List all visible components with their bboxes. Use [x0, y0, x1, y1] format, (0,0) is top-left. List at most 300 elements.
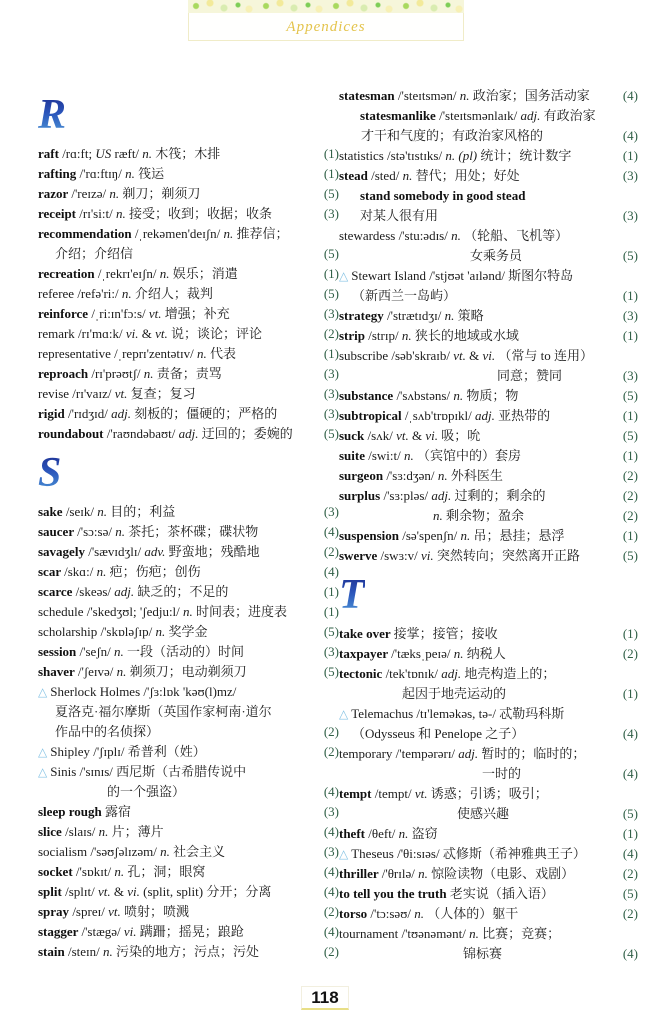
- glossary-entry-line: [339, 286, 638, 306]
- glossary-entry-line: [38, 424, 339, 444]
- glossary-entry-line: [339, 526, 638, 546]
- glossary-entry-line: [38, 542, 339, 562]
- entry-text-segment: /ˌrekəmen'deɪʃn/: [134, 226, 224, 241]
- entry-text-segment: 责备；责骂: [153, 366, 222, 381]
- entry-text-segment: /skeəs/: [75, 584, 115, 599]
- entry-text: [38, 502, 175, 522]
- unit-number: (2): [323, 904, 339, 919]
- entry-text-segment: stagger: [38, 924, 82, 939]
- entry-text-segment: /θeft/: [368, 826, 399, 841]
- entry-text: [38, 164, 164, 184]
- entry-text-segment: /ˌsʌb'trɒpɪkl/: [404, 408, 476, 423]
- entry-text-segment: 突然转向；突然离开正路: [433, 548, 580, 563]
- entry-text-segment: Stewart Island /'stjʊət 'aɪlənd/ 斯图尔特岛: [351, 268, 574, 283]
- entry-text-segment: （Odysseus 和 Penelope 之子）: [352, 726, 525, 741]
- glossary-entry-line: [38, 862, 339, 882]
- entry-text-segment: statesmanlike: [360, 108, 440, 123]
- entry-text: [339, 546, 580, 566]
- entry-text-segment: sake: [38, 504, 66, 519]
- entry-text: [339, 486, 545, 506]
- entry-text-segment: 奖学金: [165, 624, 208, 639]
- entry-text: [38, 562, 201, 582]
- entry-text-segment: 推荐信；: [233, 226, 289, 241]
- unit-number: (5): [622, 806, 638, 821]
- entry-text-segment: /'rɑ:ftɪŋ/: [79, 166, 126, 181]
- entry-text-segment: vi.: [127, 884, 140, 899]
- unit-number: (5): [622, 548, 638, 563]
- unit-number: (5): [622, 388, 638, 403]
- entry-text-segment: socket: [38, 864, 76, 879]
- entry-text-segment: 代表: [206, 346, 236, 361]
- entry-text-segment: （新西兰一岛屿）: [352, 288, 457, 303]
- entry-text-segment: rafting: [38, 166, 80, 181]
- entry-text-segment: n.: [196, 346, 207, 361]
- glossary-entry-line: [38, 702, 339, 722]
- unit-number: (3): [323, 366, 339, 381]
- entry-text-segment: /'sævɪdʒlɪ/: [88, 544, 145, 559]
- unit-number: (3): [323, 644, 339, 659]
- entry-text: [38, 822, 164, 842]
- entry-text-segment: vt.: [453, 348, 466, 363]
- entry-text-segment: swerve: [339, 548, 381, 563]
- entry-text: [339, 246, 522, 266]
- glossary-entry-line: [38, 662, 339, 682]
- unit-number: (2): [323, 944, 339, 959]
- entry-text-segment: Sinis /'sɪnɪs/ 西尼斯（古希腊传说中: [50, 764, 247, 779]
- entry-text-segment: 替代；用处；好处: [412, 168, 520, 183]
- unit-number: (4): [622, 846, 638, 861]
- entry-text-segment: /'sɒkɪt/: [75, 864, 115, 879]
- unit-number: (2): [323, 724, 339, 739]
- entry-text-segment: /tempt/: [374, 786, 415, 801]
- entry-text: [339, 186, 525, 206]
- entry-text-segment: substance: [339, 388, 397, 403]
- entry-text: [339, 286, 456, 306]
- glossary-entry-line: [339, 624, 638, 644]
- entry-text: [38, 522, 258, 542]
- entry-text: [38, 204, 272, 224]
- entry-text-segment: 刻板的；僵硬的；严格的: [131, 406, 278, 421]
- entry-text-segment: n.: [459, 88, 470, 103]
- glossary-entry-line: [339, 266, 638, 286]
- glossary-entry-line: [339, 126, 638, 146]
- entry-text-segment: n. (pl): [445, 148, 478, 163]
- entry-text-segment: 野蛮地；残酷地: [165, 544, 260, 559]
- entry-text-segment: 狭长的地域或水域: [411, 328, 519, 343]
- entry-text-segment: n.: [460, 528, 471, 543]
- glossary-entry-line: [339, 724, 638, 744]
- entry-text-segment: statistics /stə'tɪstɪks/: [339, 148, 446, 163]
- glossary-entry-line: [38, 642, 339, 662]
- entry-text-segment: remark /rɪ'mɑ:k/: [38, 326, 126, 341]
- entry-text-segment: n.: [223, 226, 234, 241]
- entry-text: [339, 724, 524, 744]
- entry-text-segment: n.: [398, 826, 409, 841]
- entry-text: [38, 144, 220, 164]
- entry-text: [339, 266, 573, 286]
- entry-text-segment: sleep rough: [38, 804, 105, 819]
- glossary-entry-line: [38, 184, 339, 204]
- header-title-box: [188, 13, 464, 41]
- glossary-entry-line: [339, 166, 638, 186]
- entry-text: [38, 862, 205, 882]
- entry-text-segment: surgeon: [339, 468, 387, 483]
- entry-text-segment: stewardess /'stu:ədɪs/: [339, 228, 452, 243]
- unit-number: (4): [622, 766, 638, 781]
- entry-text-segment: /rɑ:ft;: [62, 146, 96, 161]
- entry-text-segment: n.: [143, 366, 154, 381]
- entry-text-segment: /swi:t/: [368, 448, 405, 463]
- unit-number: (1): [323, 604, 339, 619]
- entry-text-segment: n.: [453, 646, 464, 661]
- unit-number: (3): [323, 804, 339, 819]
- entry-text-segment: /rɪ'si:t/: [79, 206, 116, 221]
- entry-text-segment: 地壳构造上的；: [461, 666, 556, 681]
- entry-text: [339, 664, 555, 684]
- entry-text-segment: n.: [98, 824, 109, 839]
- entry-text-segment: 吊；悬挂；悬浮: [470, 528, 565, 543]
- triangle-marker-icon: △: [339, 847, 352, 861]
- glossary-entry-line: [38, 164, 339, 184]
- entry-text-segment: /steɪn/: [67, 944, 104, 959]
- entry-text-segment: /rɪ'prəʊtʃ/: [91, 366, 144, 381]
- unit-number: (5): [323, 186, 339, 201]
- entry-text-segment: suite: [339, 448, 369, 463]
- entry-text-segment: /'reɪzə/: [71, 186, 110, 201]
- entry-text-segment: spray: [38, 904, 73, 919]
- unit-number: (2): [323, 326, 339, 341]
- unit-number: (1): [622, 448, 638, 463]
- entry-text-segment: vt.: [414, 786, 428, 801]
- entry-text-segment: 目的；利益: [106, 504, 176, 519]
- glossary-entry-line: [339, 804, 638, 824]
- entry-text: [38, 582, 228, 602]
- glossary-entry-line: [38, 842, 339, 862]
- entry-text-segment: temporary /'tempərərɪ/: [339, 746, 459, 761]
- entry-text-segment: /'steɪtsmənlaɪk/: [439, 108, 521, 123]
- entry-text-segment: adj.: [441, 666, 462, 681]
- unit-number: (4): [622, 128, 638, 143]
- entry-text-segment: vi.: [421, 548, 434, 563]
- entry-text-segment: tournament /'tʊənəmənt/: [339, 926, 470, 941]
- unit-number: (1): [622, 528, 638, 543]
- entry-text-segment: n.: [444, 308, 455, 323]
- unit-number: (4): [323, 824, 339, 839]
- entry-text-segment: (split, split) 分开；分离: [139, 884, 272, 899]
- entry-text-segment: scarce: [38, 584, 76, 599]
- entry-text-segment: 介绍；介绍信: [55, 246, 134, 261]
- entry-text-segment: 对某人很有用: [360, 208, 439, 223]
- unit-number: (5): [323, 664, 339, 679]
- entry-text-segment: n.: [404, 448, 414, 463]
- entry-text-segment: revise /rɪ'vaɪz/: [38, 386, 115, 401]
- entry-text-segment: /'sʌbstəns/: [396, 388, 454, 403]
- unit-number: (2): [622, 866, 638, 881]
- glossary-entry-line: [339, 744, 638, 764]
- glossary-entry-line: [339, 704, 638, 724]
- entry-text-segment: （轮船、飞机等）: [460, 228, 569, 243]
- entry-text-segment: 女乘务员: [470, 248, 523, 263]
- entry-text: [38, 364, 222, 384]
- unit-number: (3): [323, 406, 339, 421]
- entry-text-segment: schedule /'skedʒʊl; 'ʃedju:l/: [38, 604, 184, 619]
- unit-number: (1): [323, 266, 339, 281]
- unit-number: (1): [622, 328, 638, 343]
- entry-text: [38, 244, 133, 264]
- entry-text-segment: 惊险读物（电影、戏剧）: [427, 866, 575, 881]
- entry-text: [38, 424, 293, 444]
- entry-text-segment: /'sɜ:dʒən/: [386, 468, 438, 483]
- entry-text-segment: /sʌk/: [367, 428, 397, 443]
- glossary-entry-line: [38, 244, 339, 264]
- glossary-entry-line: [38, 404, 339, 424]
- entry-text-segment: 迂回的；委婉的: [198, 426, 293, 441]
- entry-text-segment: adj.: [458, 746, 479, 761]
- glossary-entry-line: [339, 426, 638, 446]
- entry-text-segment: Shipley /'ʃɪplɪ/ 希普利（姓）: [50, 744, 206, 759]
- glossary-entry-line: [38, 802, 339, 822]
- unit-number: (5): [323, 624, 339, 639]
- page-footer: [0, 986, 650, 1010]
- entry-text: [339, 884, 554, 904]
- glossary-entry-line: [38, 284, 339, 304]
- unit-number: (5): [622, 428, 638, 443]
- entry-text-segment: /'rɪdʒɪd/: [67, 406, 112, 421]
- glossary-entry-line: [38, 782, 339, 802]
- section-letter-glyph: R: [38, 92, 67, 138]
- glossary-entry-line: [339, 944, 638, 964]
- unit-number: (4): [323, 884, 339, 899]
- entry-text-segment: 接掌；接管；接收: [393, 626, 498, 641]
- entry-text-segment: torso: [339, 906, 371, 921]
- unit-number: (4): [622, 946, 638, 961]
- entry-text-segment: tempt: [339, 786, 375, 801]
- entry-text-segment: /slaɪs/: [65, 824, 99, 839]
- glossary-entry-line: [38, 502, 339, 522]
- glossary-entry-line: [339, 386, 638, 406]
- entry-text-segment: shaver: [38, 664, 78, 679]
- entry-text-segment: 筏运: [134, 166, 165, 181]
- entry-text-segment: n.: [121, 286, 132, 301]
- entry-text-segment: vt.: [396, 428, 409, 443]
- entry-text-segment: （宾馆中的）套房: [413, 448, 522, 463]
- unit-number: (1): [622, 288, 638, 303]
- entry-text: [339, 526, 565, 546]
- entry-text: [38, 304, 230, 324]
- entry-text-segment: strip: [339, 328, 369, 343]
- entry-text: [339, 744, 585, 764]
- glossary-entry-line: [339, 306, 638, 326]
- entry-text-segment: /'ʃeɪvə/: [77, 664, 117, 679]
- section-letter: [339, 566, 638, 624]
- entry-text-segment: n.: [453, 388, 464, 403]
- entry-text: [38, 224, 289, 244]
- glossary-entry-line: [339, 366, 638, 386]
- glossary-entry-line: [38, 264, 339, 284]
- entry-text-segment: n.: [418, 866, 428, 881]
- entry-text-segment: /'tæksˌpeɪə/: [391, 646, 454, 661]
- entry-text: [339, 326, 519, 346]
- glossary-entry-line: [38, 762, 339, 782]
- glossary-entry-line: [38, 224, 339, 244]
- entry-text-segment: n.: [115, 524, 125, 539]
- glossary-entry-line: [38, 324, 339, 344]
- entry-text: [38, 722, 159, 742]
- unit-number: (1): [323, 166, 339, 181]
- entry-text-segment: to tell you the truth: [339, 886, 450, 901]
- glossary-entry-line: [339, 644, 638, 664]
- entry-text: [38, 762, 246, 782]
- entry-text-segment: /'strætɪdʒɪ/: [387, 308, 445, 323]
- entry-text-segment: 一时的: [482, 766, 522, 781]
- entry-text-segment: surplus: [339, 488, 384, 503]
- glossary-entry-line: [339, 346, 638, 366]
- glossary-entry-line: [339, 664, 638, 684]
- unit-number: (1): [622, 686, 638, 701]
- glossary-entry-line: [38, 602, 339, 622]
- entry-text: [339, 864, 574, 884]
- entry-text-segment: /'sɜ:pləs/: [383, 488, 432, 503]
- glossary-entry-line: [339, 86, 638, 106]
- unit-number: (2): [323, 544, 339, 559]
- glossary-entry-line: [38, 722, 339, 742]
- entry-text-segment: 纳税人: [463, 646, 506, 661]
- triangle-marker-icon: △: [339, 269, 352, 283]
- entry-text-segment: taxpayer: [339, 646, 392, 661]
- section-letter: [38, 86, 339, 144]
- entry-text-segment: Telemachus /tɪ'leməkəs, tə-/ 忒勒玛科斯: [351, 706, 565, 721]
- glossary-entry-line: [339, 326, 638, 346]
- entry-text-segment: /seɪk/: [65, 504, 98, 519]
- glossary-entry-line: [38, 384, 339, 404]
- entry-text-segment: 的一个强盗）: [107, 784, 186, 799]
- unit-number: (5): [323, 426, 339, 441]
- entry-text-segment: adj.: [178, 426, 199, 441]
- glossary-entry-line: [38, 682, 339, 702]
- entry-text-segment: adj.: [111, 406, 131, 421]
- entry-text-segment: n.: [451, 228, 461, 243]
- glossary-entry-line: [38, 364, 339, 384]
- entry-text-segment: /skɑ:/: [64, 564, 97, 579]
- entry-text-segment: n.: [125, 166, 135, 181]
- entry-text-segment: &: [110, 884, 128, 899]
- entry-text: [38, 802, 131, 822]
- entry-text-segment: 说；谈论；评论: [167, 326, 263, 341]
- glossary-entry-line: [339, 246, 638, 266]
- entry-text-segment: 介绍人；裁判: [131, 286, 213, 301]
- entry-text-segment: n.: [414, 906, 424, 921]
- entry-text-segment: n.: [433, 508, 443, 523]
- entry-text-segment: receipt: [38, 206, 80, 221]
- entry-text: [38, 184, 200, 204]
- entry-text-segment: 夏洛克·福尔摩斯（英国作家柯南·道尔: [55, 704, 272, 719]
- entry-text: [38, 642, 244, 662]
- entry-text-segment: referee /refə'ri:/: [38, 286, 122, 301]
- unit-number: (2): [622, 906, 638, 921]
- entry-text-segment: recommendation: [38, 226, 135, 241]
- entry-text-segment: 过剩的；剩余的: [451, 488, 546, 503]
- entry-text-segment: /tek'tɒnɪk/: [385, 666, 442, 681]
- entry-text: [339, 904, 518, 924]
- glossary-entry-line: [38, 562, 339, 582]
- entry-text: [339, 346, 593, 366]
- entry-text-segment: /'tɔ:səʊ/: [370, 906, 415, 921]
- unit-number: (3): [622, 208, 638, 223]
- unit-number: (5): [622, 248, 638, 263]
- entry-text: [339, 704, 564, 724]
- entry-text-segment: vt.: [108, 904, 121, 919]
- unit-number: (1): [622, 148, 638, 163]
- entry-text-segment: saucer: [38, 524, 78, 539]
- glossary-entry-line: [339, 784, 638, 804]
- glossary-entry-line: [339, 186, 638, 206]
- unit-number: (4): [323, 564, 339, 579]
- entry-text-segment: 诱惑；引诱；吸引；: [427, 786, 548, 801]
- entry-text-segment: /'sɔ:sə/: [77, 524, 116, 539]
- entry-text: [339, 206, 438, 226]
- entry-text-segment: /'steɪtsmən/: [397, 88, 460, 103]
- triangle-marker-icon: △: [339, 707, 352, 721]
- glossary-entry-line: [339, 226, 638, 246]
- entry-text-segment: vi.: [123, 924, 137, 939]
- glossary-entry-line: [339, 406, 638, 426]
- glossary-entry-line: [38, 522, 339, 542]
- entry-text-segment: n.: [115, 206, 126, 221]
- entry-text: [38, 922, 244, 942]
- entry-text-segment: vt.: [97, 884, 111, 899]
- entry-text-segment: stead: [339, 168, 372, 183]
- entry-text-segment: n.: [103, 944, 113, 959]
- entry-text-segment: 统计；统计数字: [477, 148, 572, 163]
- entry-text-segment: vi.: [125, 326, 139, 341]
- entry-text-segment: 亚热带的: [494, 408, 551, 423]
- entry-text-segment: adj.: [520, 108, 541, 123]
- entry-text-segment: /sted/: [371, 168, 403, 183]
- left-column: [38, 86, 339, 962]
- entry-text: [339, 86, 590, 106]
- entry-text: [339, 824, 438, 844]
- entry-text-segment: strategy: [339, 308, 388, 323]
- unit-number: (4): [323, 924, 339, 939]
- entry-text-segment: vt.: [155, 326, 168, 341]
- entry-text-segment: 有政治家: [540, 108, 596, 123]
- entry-text-segment: n.: [142, 146, 153, 161]
- glossary-entry-line: [339, 486, 638, 506]
- unit-number: (1): [323, 346, 339, 361]
- entry-text-segment: n.: [469, 926, 479, 941]
- glossary-entry-line: [38, 742, 339, 762]
- unit-number: (2): [622, 508, 638, 523]
- entry-text-segment: n.: [437, 468, 448, 483]
- entry-text: [339, 146, 571, 166]
- unit-number: (1): [323, 146, 339, 161]
- entry-text-segment: savagely: [38, 544, 89, 559]
- entry-text: [38, 542, 260, 562]
- glossary-entry-line: [38, 822, 339, 842]
- entry-text-segment: n.: [96, 564, 107, 579]
- decorative-color-band: [188, 0, 464, 13]
- glossary-entry-line: [38, 942, 339, 962]
- entry-text: [38, 284, 213, 304]
- section-letter-glyph: T: [339, 572, 365, 618]
- glossary-entry-line: [339, 684, 638, 704]
- entry-text-segment: 才干和气度的；有政治家风格的: [361, 128, 544, 143]
- unit-number: (2): [622, 646, 638, 661]
- entry-text-segment: rigid: [38, 406, 68, 421]
- entry-text-segment: /spreɪ/: [72, 904, 109, 919]
- entry-text-segment: subtropical: [339, 408, 405, 423]
- page-header: [188, 0, 464, 41]
